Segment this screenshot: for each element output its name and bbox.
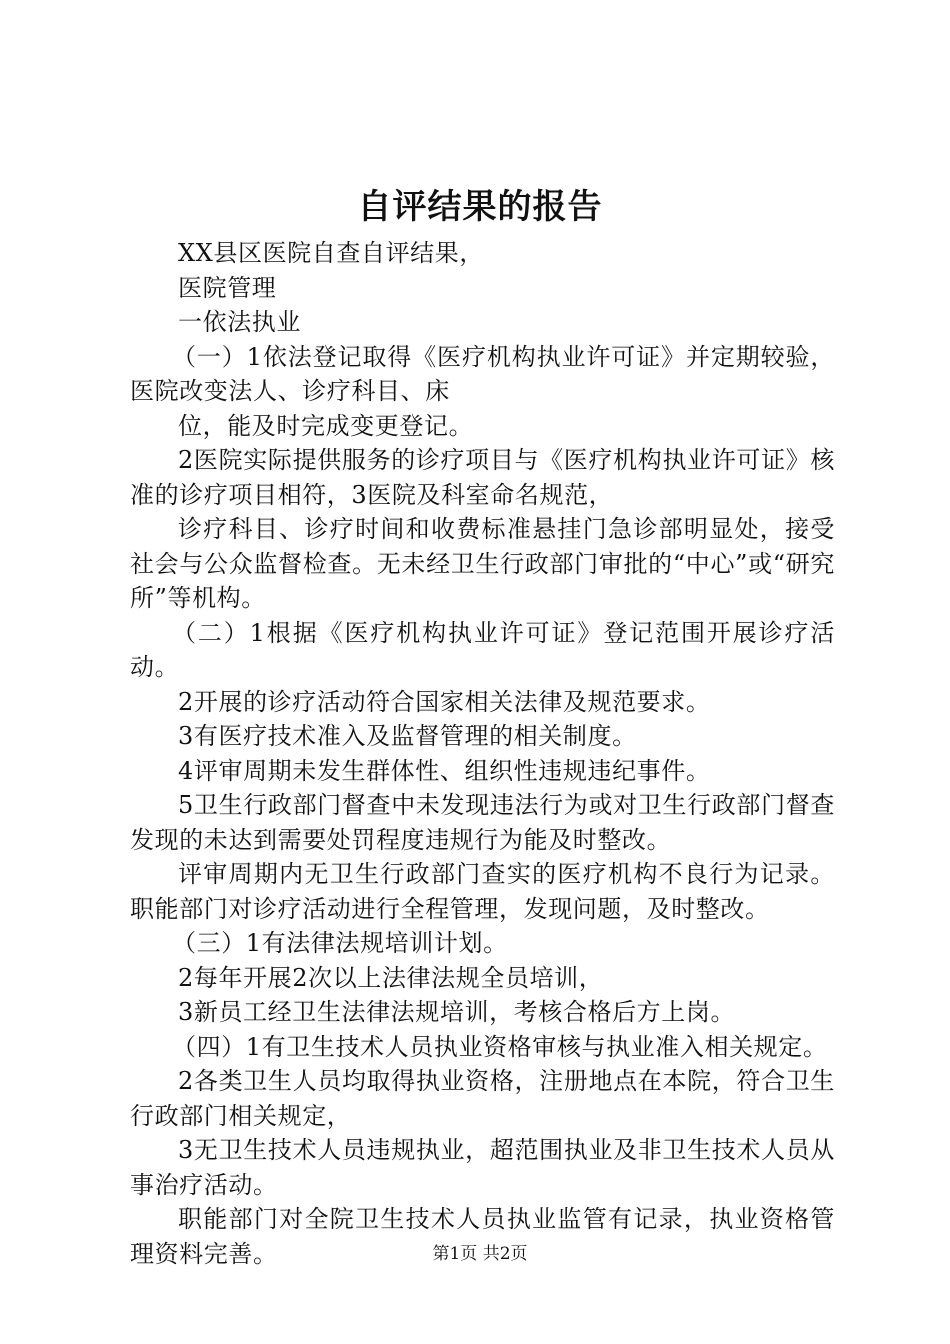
paragraph: 3有医疗技术准入及监督管理的相关制度。	[178, 722, 637, 750]
page-footer: 第1页 共2页	[432, 1244, 528, 1264]
paragraph: 3新员工经卫生法律法规培训，考核合格后方上岗。	[178, 998, 736, 1026]
paragraph: 评审周期内无卫生行政部门查实的医疗机构不良行为记录。职能部门对诊疗活动进行全程管理，发现问题，及时整改。	[130, 860, 835, 923]
paragraph: （四）1有卫生技术人员执业资格审核与执业准入相关规定。	[172, 1032, 828, 1061]
paragraph: 位，能及时完成变更登记。	[178, 411, 474, 440]
paragraph: （三）1有法律法规培训计划。	[172, 929, 508, 957]
paragraph: 一依法执业	[178, 308, 301, 336]
paragraph: 3无卫生技术人员违规执业，超范围执业及非卫生技术人员从事治疗活动。	[130, 1136, 835, 1199]
paragraph: XX县区医院自查自评结果，	[178, 239, 484, 267]
paragraph: 5卫生行政部门督查中未发现违法行为或对卫生行政部门督查发现的未达到需要处罚程度违规行为能及时整改。	[130, 791, 835, 854]
paragraph: （一）1依法登记取得《医疗机构执业许可证》并定期较验，医院改变法人、诊疗科目、床	[130, 342, 835, 405]
paragraph: 职能部门对全院卫生技术人员执业监管有记录，执业资格管理资料完善。	[130, 1205, 835, 1268]
paragraph: 2开展的诊疗活动符合国家相关法律及规范要求。	[178, 687, 711, 716]
paragraph: 医院管理	[178, 273, 277, 302]
paragraph: （二）1根据《医疗机构执业许可证》登记范围开展诊疗活动。	[130, 618, 835, 681]
paragraph: 诊疗科目、诊疗时间和收费标准悬挂门急诊部明显处，接受社会与公众监督检查。无未经卫生行政部门审批的“中心”或“研究所”等机构。	[130, 515, 835, 612]
document-body	[130, 236, 835, 1271]
paragraph: 2每年开展2次以上法律法规全员培训，	[178, 963, 604, 992]
paragraph: 4评审周期未发生群体性、组织性违规违纪事件。	[178, 756, 711, 785]
document-title: 自评结果的报告	[357, 187, 603, 227]
paragraph: 2医院实际提供服务的诊疗项目与《医疗机构执业许可证》核准的诊疗项目相符，3医院及科室命名规范，	[130, 446, 835, 509]
paragraph: 2各类卫生人员均取得执业资格，注册地点在本院，符合卫生行政部门相关规定，	[130, 1067, 835, 1130]
